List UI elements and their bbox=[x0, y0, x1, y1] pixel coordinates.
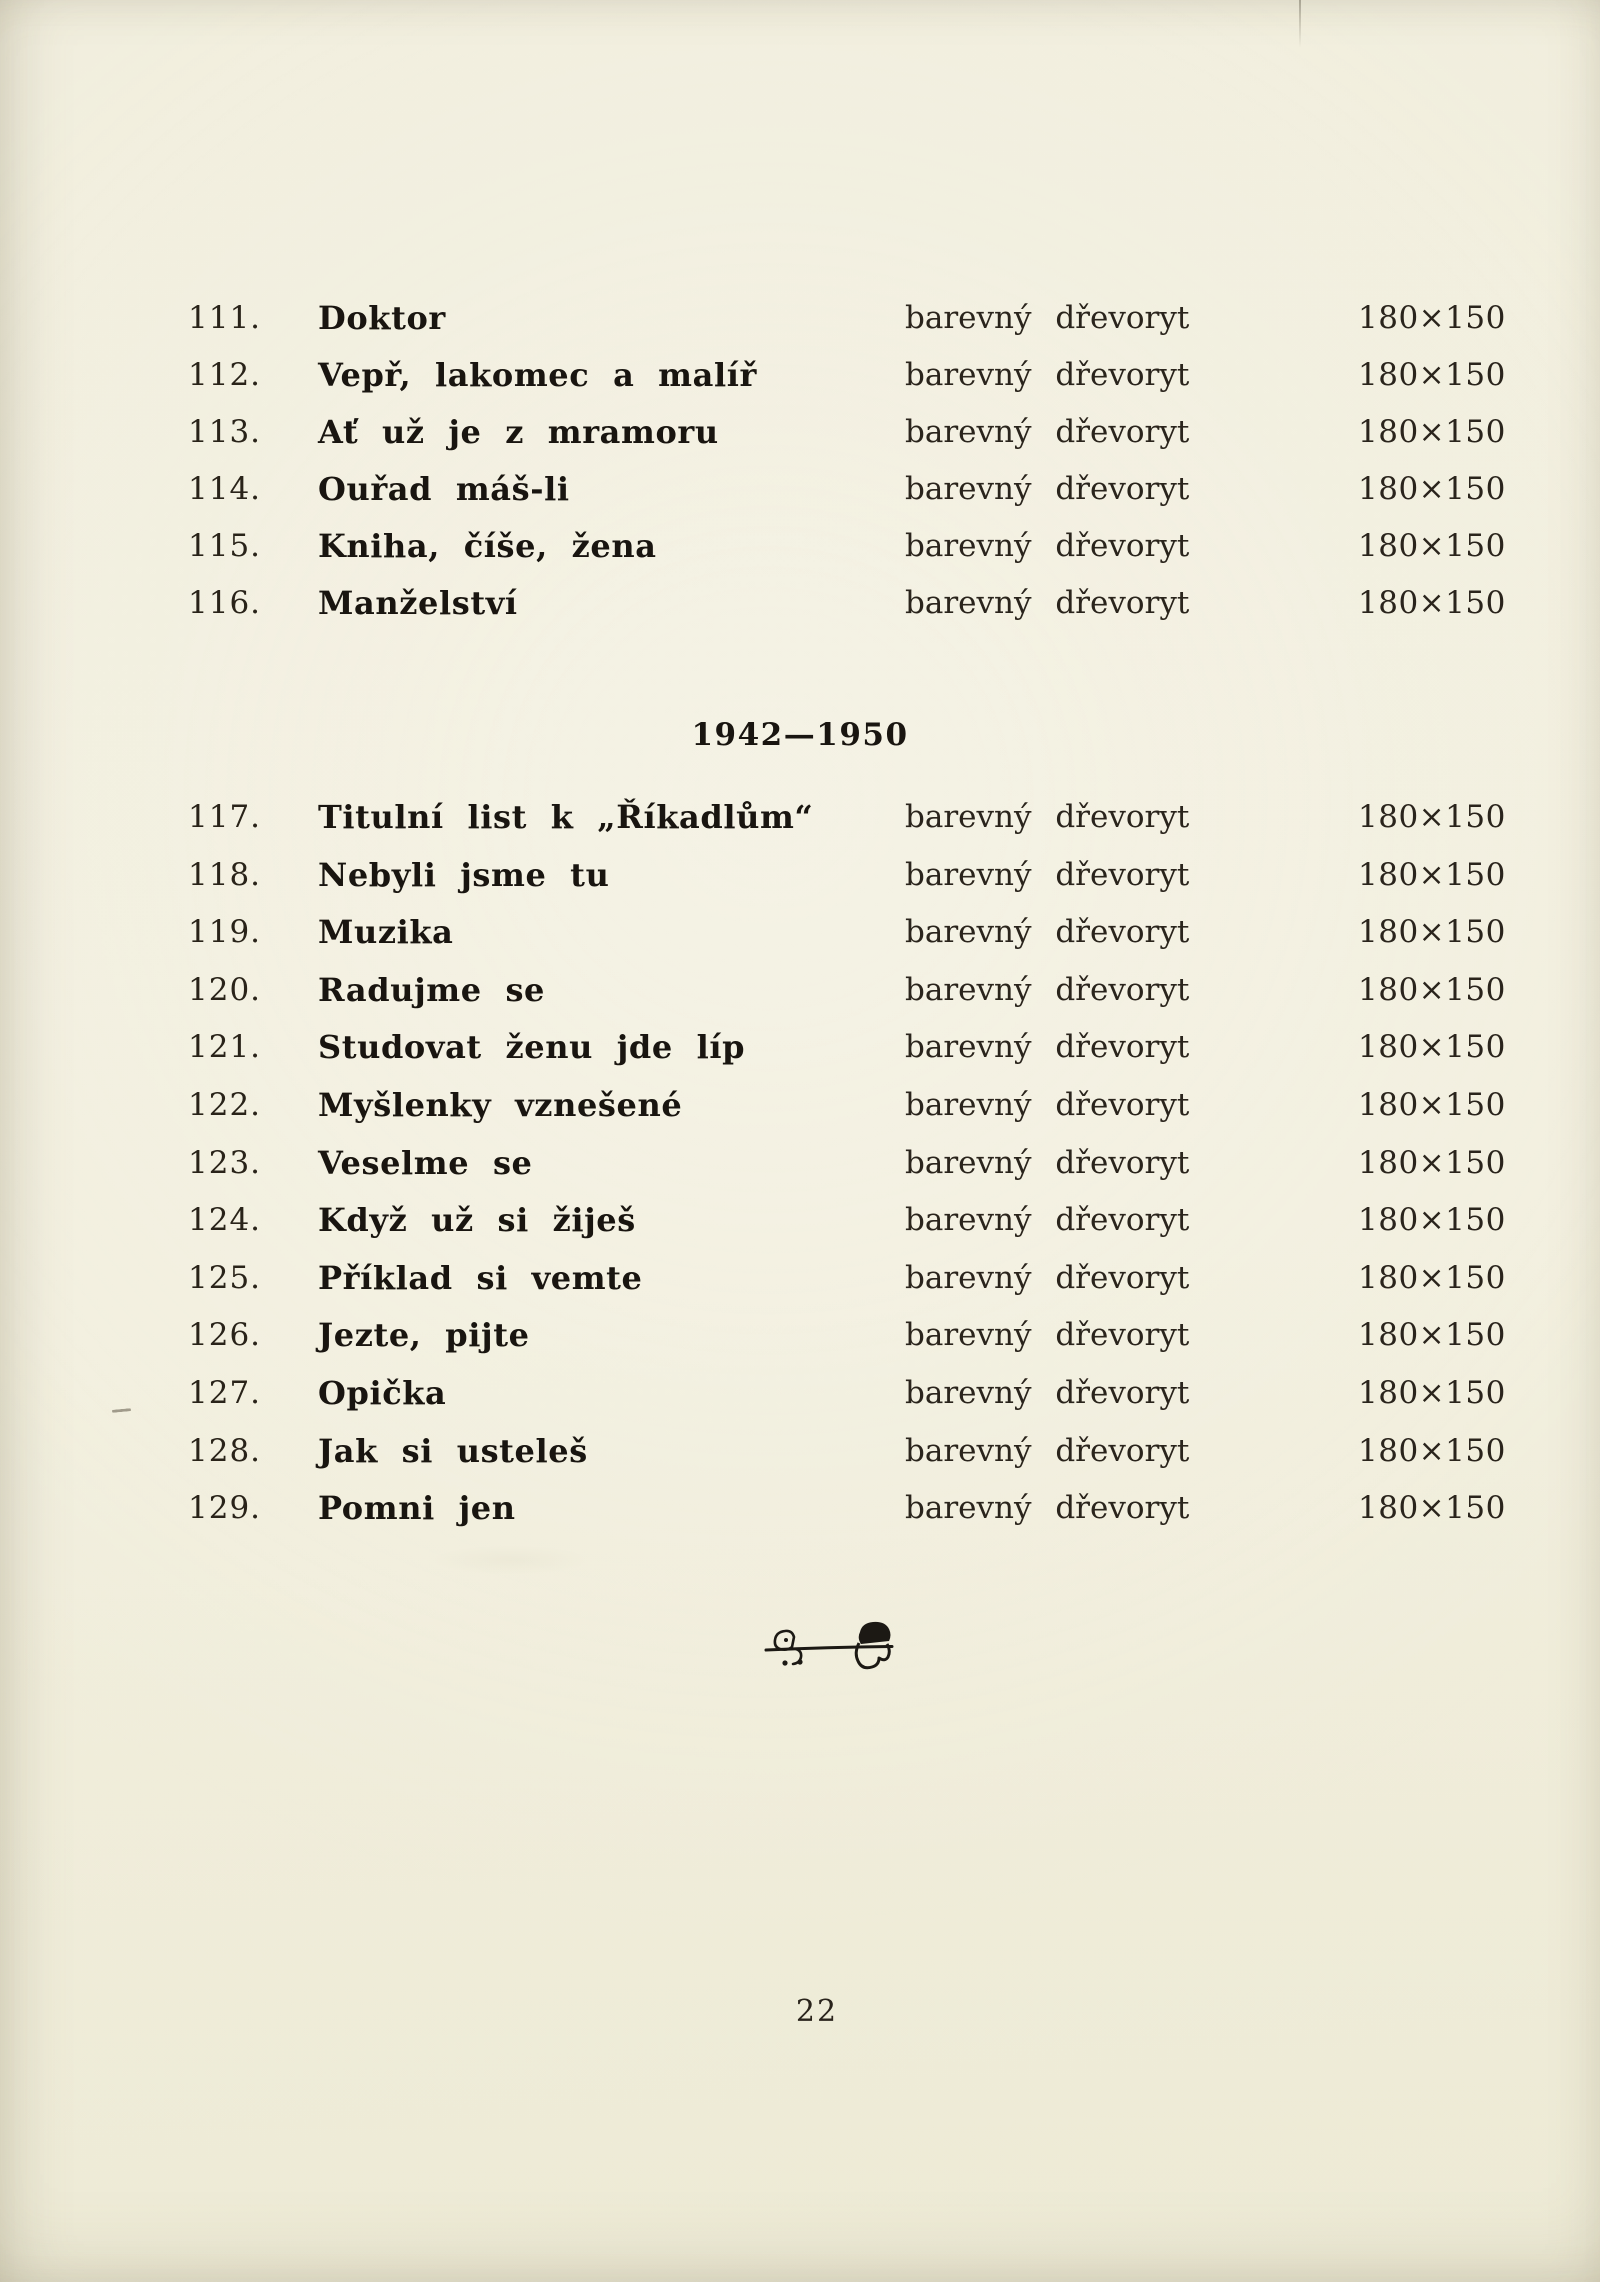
table-row bbox=[0, 412, 1600, 469]
item-technique: barevný dřevoryt bbox=[905, 1202, 1190, 1239]
item-size: 180×150 bbox=[1358, 914, 1506, 951]
item-size: 180×150 bbox=[1358, 1202, 1506, 1239]
item-technique: barevný dřevoryt bbox=[905, 528, 1190, 564]
item-number: 128. bbox=[188, 1432, 262, 1469]
item-technique: barevný dřevoryt bbox=[905, 585, 1190, 621]
item-title: Radujme se bbox=[318, 970, 546, 1009]
item-technique: barevný dřevoryt bbox=[905, 1490, 1190, 1527]
item-size: 180×150 bbox=[1358, 300, 1506, 336]
item-size: 180×150 bbox=[1358, 528, 1506, 564]
item-size: 180×150 bbox=[1358, 1086, 1506, 1123]
table-row bbox=[0, 1027, 1600, 1085]
table-row bbox=[0, 1085, 1600, 1143]
item-number: 120. bbox=[188, 971, 262, 1008]
table-row bbox=[0, 583, 1600, 640]
paper-smudge-artifact bbox=[430, 1545, 590, 1575]
table-row bbox=[0, 1200, 1600, 1258]
item-title: Veselme se bbox=[318, 1143, 533, 1182]
item-number: 114. bbox=[188, 471, 262, 507]
item-size: 180×150 bbox=[1358, 1374, 1506, 1411]
item-title: Studovat ženu jde líp bbox=[318, 1028, 746, 1067]
item-title: Když už si žiješ bbox=[318, 1201, 636, 1240]
item-size: 180×150 bbox=[1358, 856, 1506, 893]
item-size: 180×150 bbox=[1358, 799, 1506, 835]
item-technique: barevný dřevoryt bbox=[905, 414, 1190, 450]
table-row bbox=[0, 1258, 1600, 1316]
item-title: Příklad si vemte bbox=[318, 1258, 643, 1297]
item-number: 116. bbox=[188, 585, 262, 621]
item-number: 127. bbox=[188, 1374, 262, 1411]
item-size: 180×150 bbox=[1358, 971, 1506, 1008]
item-title: Muzika bbox=[318, 913, 454, 952]
item-number: 118. bbox=[188, 856, 262, 893]
item-technique: barevný dřevoryt bbox=[905, 357, 1190, 393]
table-row bbox=[0, 797, 1600, 855]
page-number: 22 bbox=[795, 1994, 839, 2029]
item-size: 180×150 bbox=[1358, 1144, 1506, 1181]
table-row bbox=[0, 1143, 1600, 1201]
item-number: 126. bbox=[188, 1317, 262, 1354]
section-heading-years: 1942—1950 bbox=[691, 717, 909, 753]
item-title: Jezte, pijte bbox=[318, 1316, 530, 1355]
item-technique: barevný dřevoryt bbox=[905, 1086, 1190, 1123]
item-size: 180×150 bbox=[1358, 1259, 1506, 1296]
table-row bbox=[0, 1373, 1600, 1431]
table-row bbox=[0, 298, 1600, 355]
item-title: Vepř, lakomec a malíř bbox=[318, 356, 757, 394]
item-number: 122. bbox=[188, 1086, 262, 1123]
item-number: 129. bbox=[188, 1490, 262, 1527]
item-technique: barevný dřevoryt bbox=[905, 856, 1190, 893]
item-title: Nebyli jsme tu bbox=[318, 855, 610, 894]
item-technique: barevný dřevoryt bbox=[905, 1317, 1190, 1354]
item-technique: barevný dřevoryt bbox=[905, 914, 1190, 951]
item-title: Ať už je z mramoru bbox=[318, 413, 719, 451]
item-technique: barevný dřevoryt bbox=[905, 971, 1190, 1008]
item-size: 180×150 bbox=[1358, 1490, 1506, 1527]
item-title: Opička bbox=[318, 1373, 447, 1412]
item-size: 180×150 bbox=[1358, 1432, 1506, 1469]
table-row bbox=[0, 526, 1600, 583]
item-title: Myšlenky vznešené bbox=[318, 1085, 683, 1124]
item-technique: barevný dřevoryt bbox=[905, 1144, 1190, 1181]
item-number: 123. bbox=[188, 1144, 262, 1181]
item-size: 180×150 bbox=[1358, 1029, 1506, 1066]
table-row bbox=[0, 912, 1600, 970]
item-technique: barevný dřevoryt bbox=[905, 300, 1190, 336]
item-title: Pomni jen bbox=[318, 1489, 516, 1528]
item-title: Manželství bbox=[318, 584, 518, 622]
item-size: 180×150 bbox=[1358, 585, 1506, 621]
scratch-line-artifact bbox=[1299, 0, 1301, 48]
table-row bbox=[0, 855, 1600, 913]
item-number: 117. bbox=[188, 799, 262, 835]
item-title: Jak si usteleš bbox=[318, 1431, 588, 1470]
table-row bbox=[0, 469, 1600, 526]
item-technique: barevný dřevoryt bbox=[905, 471, 1190, 507]
table-row bbox=[0, 1431, 1600, 1489]
item-number: 111. bbox=[188, 300, 262, 336]
item-number: 119. bbox=[188, 914, 262, 951]
item-number: 115. bbox=[188, 528, 262, 564]
item-size: 180×150 bbox=[1358, 357, 1506, 393]
item-title: Ouřad máš-li bbox=[318, 470, 570, 508]
item-size: 180×150 bbox=[1358, 471, 1506, 507]
item-technique: barevný dřevoryt bbox=[905, 1374, 1190, 1411]
table-row bbox=[0, 970, 1600, 1028]
item-technique: barevný dřevoryt bbox=[905, 799, 1190, 835]
item-technique: barevný dřevoryt bbox=[905, 1259, 1190, 1296]
item-technique: barevný dřevoryt bbox=[905, 1432, 1190, 1469]
item-title: Doktor bbox=[318, 299, 446, 337]
item-size: 180×150 bbox=[1358, 414, 1506, 450]
item-number: 125. bbox=[188, 1259, 262, 1296]
item-number: 113. bbox=[188, 414, 262, 450]
table-row bbox=[0, 1315, 1600, 1373]
table-row bbox=[0, 1488, 1600, 1546]
item-size: 180×150 bbox=[1358, 1317, 1506, 1354]
table-row bbox=[0, 355, 1600, 412]
item-number: 112. bbox=[188, 357, 262, 393]
catalog-section-1 bbox=[0, 298, 1600, 640]
catalog-section-2 bbox=[0, 797, 1600, 1546]
item-number: 124. bbox=[188, 1202, 262, 1239]
item-title: Kniha, číše, žena bbox=[318, 527, 657, 565]
item-title: Titulní list k „Říkadlům“ bbox=[318, 798, 814, 836]
item-technique: barevný dřevoryt bbox=[905, 1029, 1190, 1066]
item-number: 121. bbox=[188, 1029, 262, 1066]
printers-vignette-icon bbox=[760, 1618, 900, 1680]
